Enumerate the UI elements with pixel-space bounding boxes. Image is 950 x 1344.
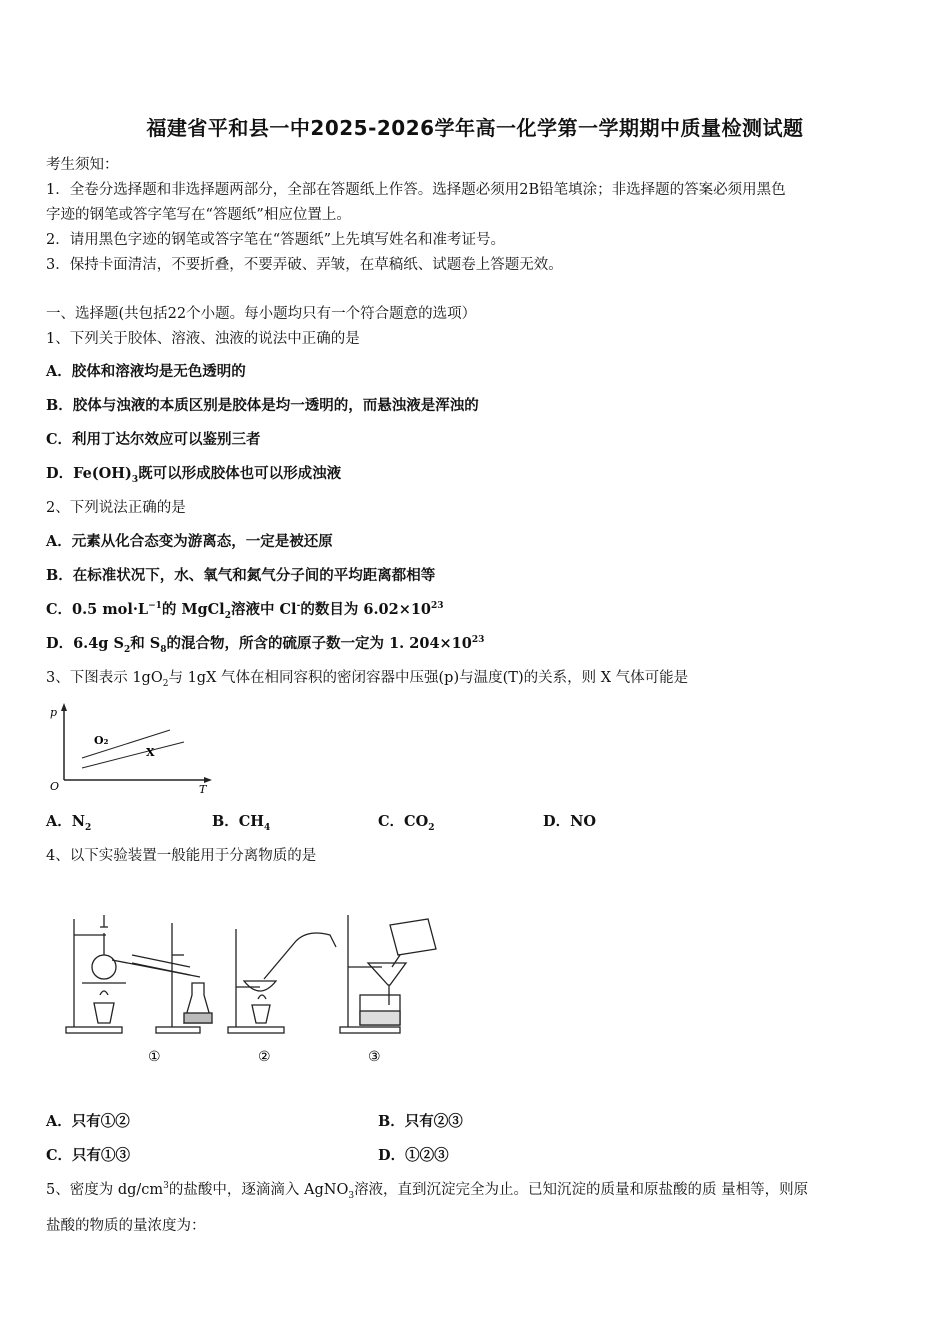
page-title: 福建省平和县一中2025-2026学年高一化学第一学期期中质量检测试题 bbox=[146, 116, 804, 140]
q1-option-c: C．利用丁达尔效应可以鉴别三者 bbox=[46, 431, 261, 448]
filtration-apparatus bbox=[340, 915, 436, 1033]
o2-label: O₂ bbox=[94, 734, 109, 747]
notice-item-1a: 1．全卷分选择题和非选择题两部分，全部在答题纸上作答。选择题必须用2B铅笔填涂；非选择题的答案必须用黑色 bbox=[46, 182, 786, 198]
q3-option-c: C．$CO_2$ bbox=[378, 813, 435, 833]
q4-option-a: A．只有①② bbox=[46, 1113, 130, 1130]
q5-stem: 5、密度为 $dg/cm^3$的盐酸中，逐滴滴入 AgNO$_3$溶液，直到沉淀完全为止。已知沉淀的质量和原盐酸的质 量相等，则原 bbox=[46, 1181, 809, 1201]
q2-option-c: C．0.5 $mol\cdot L^{-1}$的 MgCl$_2$溶液中 Cl-的数目为 $6.02\times 10^{23}$ bbox=[46, 601, 444, 621]
distillation-apparatus bbox=[66, 915, 212, 1033]
y-axis-label: p bbox=[50, 706, 58, 719]
q1-option-a: A．胶体和溶液均是无色透明的 bbox=[46, 363, 246, 380]
evaporation-apparatus bbox=[228, 929, 336, 1033]
notice-heading: 考生须知： bbox=[46, 157, 119, 173]
apparatus-label-3: ③ bbox=[368, 1049, 381, 1065]
q4-stem: 4、以下实验装置一般能用于分离物质的是 bbox=[46, 848, 317, 864]
q3-stem: 3、下图表示 $1gO_2$与 1gX 气体在相同容积的密闭容器中压强(p)与温度(T)的关系，则 X 气体可能是 bbox=[46, 670, 689, 689]
notice-item-3: 3．保持卡面清洁，不要折叠，不要弄破、弄皱，在草稿纸、试题卷上答题无效。 bbox=[46, 257, 563, 273]
lab-apparatus-figure bbox=[60, 905, 450, 1070]
q4-option-c: C．只有①③ bbox=[46, 1147, 131, 1164]
section-heading: 一、选择题(共包括22个小题。每小题均只有一个符合题意的选项） bbox=[46, 306, 477, 322]
q2-option-b: B．在标准状况下，水、氧气和氮气分子间的平均距离都相等 bbox=[46, 567, 436, 584]
q2-option-a: A．元素从化合态变为游离态，一定是被还原 bbox=[46, 533, 333, 550]
q3-option-d: D．NO bbox=[543, 813, 596, 830]
q4-option-d: D．①②③ bbox=[378, 1147, 449, 1164]
x-axis-label: T bbox=[199, 783, 207, 796]
pressure-temperature-graph bbox=[44, 700, 224, 796]
origin-label: O bbox=[50, 780, 60, 793]
apparatus-label-1: ① bbox=[148, 1049, 161, 1065]
q1-option-d: D．$Fe(OH)_3$既可以形成胶体也可以形成浊液 bbox=[46, 465, 342, 485]
q3-option-a: A．$N_2$ bbox=[46, 813, 92, 833]
y-axis-arrow-icon bbox=[61, 703, 67, 711]
q1-stem: 1、下列关于胶体、溶液、浊液的说法中正确的是 bbox=[46, 331, 360, 347]
q2-stem: 2、下列说法正确的是 bbox=[46, 500, 186, 516]
q2-option-d: D．6.4g $S_2$和 $S_8$的混合物，所含的硫原子数一定为 1. $204\times 10^{23}$ bbox=[46, 635, 485, 655]
apparatus-label-2: ② bbox=[258, 1049, 271, 1065]
q3-option-b: B．$CH_4$ bbox=[212, 813, 271, 833]
q4-option-b: B．只有②③ bbox=[378, 1113, 463, 1130]
x-label: X bbox=[146, 746, 155, 759]
q5-stem-line2: 盐酸的物质的量浓度为： bbox=[46, 1218, 206, 1234]
q1-option-b: B．胶体与浊液的本质区别是胶体是均一透明的，而悬浊液是浑浊的 bbox=[46, 397, 479, 414]
notice-item-2: 2．请用黑色字迹的钢笔或答字笔在“答题纸”上先填写姓名和准考证号。 bbox=[46, 232, 506, 248]
notice-item-1b: 字迹的钢笔或答字笔写在“答题纸”相应位置上。 bbox=[46, 207, 351, 223]
